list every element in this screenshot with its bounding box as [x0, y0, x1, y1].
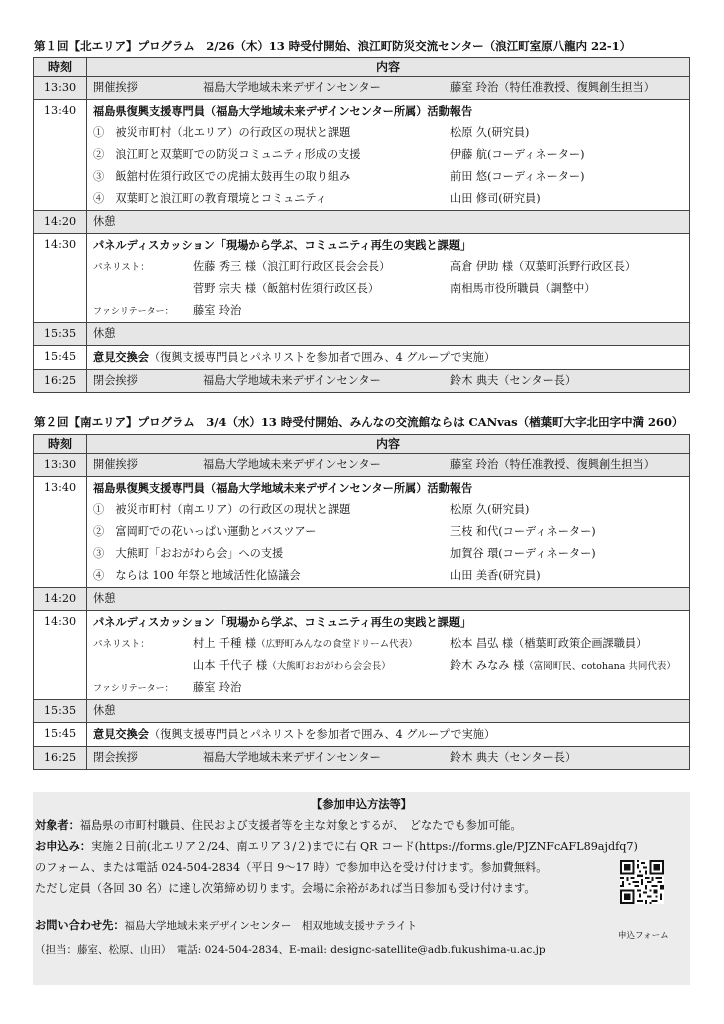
panelist: 松本 昌弘 様（楢葉町政策企画課職員） [450, 637, 648, 650]
report-person: 松原 久(研究員) [450, 503, 530, 516]
report-item: ③ 飯舘村佐須行政区での虎捕太鼓再生の取り組み [93, 170, 351, 183]
time-cell: 15:45 [34, 346, 87, 370]
facilitator: 藤室 玲治 [193, 681, 242, 694]
row-label: 閉会挨拶 [93, 751, 138, 764]
report-item: ① 被災市町村（南エリア）の行政区の現状と課題 [93, 503, 351, 516]
report-person: 伊藤 航(コーディネーター) [450, 148, 585, 161]
facilitator: 藤室 玲治 [193, 304, 242, 317]
time-cell: 13:30 [34, 454, 87, 477]
panelist: 菅野 宗夫 様（飯舘村佐須行政区長） [193, 282, 380, 295]
contact-text: 福島大学地域未来デザインセンター 相双地域支援サテライト [124, 920, 418, 932]
break-label: 休憩 [87, 588, 690, 611]
table-row [34, 611, 690, 700]
panelist-org: （広野町みんなの食堂ドリーム代表） [256, 639, 418, 650]
row-label: 閉会挨拶 [93, 374, 138, 387]
person-name: 藤室 玲治（特任准教授、復興創生担当） [450, 81, 655, 94]
panelist-label: パネリスト： [93, 262, 150, 273]
break-label: 休憩 [87, 700, 690, 723]
table-row [34, 77, 690, 100]
facilitator-label: ファシリテーター： [93, 684, 174, 694]
apply-text: のフォーム、または電話 024-504-2834（平日 9～17 時）で参加申込を受け付けます。参加費無料。 [35, 861, 548, 874]
break-label: 休憩 [87, 323, 690, 346]
panelist-name: 山本 千代子 様 [193, 659, 268, 672]
panelist-org: （富岡町民、cotohana 共同代表） [524, 661, 676, 672]
report-title: 福島県復興支援専門員（福島大学地域未来デザインセンター所属）活動報告 [93, 104, 473, 118]
table-row [34, 700, 690, 723]
report-title: 福島県復興支援専門員（福島大学地域未来デザインセンター所属）活動報告 [93, 481, 473, 495]
time-cell: 13:40 [34, 100, 87, 211]
report-item: ④ 双葉町と浪江町の教育環境とコミュニティ [93, 192, 327, 205]
info-heading: 【参加申込方法等】 [311, 797, 412, 811]
report-item: ② 富岡町での花いっぱい運動とバスツアー [93, 525, 317, 538]
table-row [34, 211, 690, 234]
report-item: ③ 大熊町「おおがわら会」への支援 [93, 547, 284, 560]
time-cell: 14:20 [34, 588, 87, 611]
exchange-text: （復興支援専門員とパネリストを参加者で囲み、4 グループで実施） [148, 728, 496, 741]
time-cell: 14:20 [34, 211, 87, 234]
time-cell: 16:25 [34, 370, 87, 393]
panelist-org: （大熊町おおがわら会会長） [267, 661, 391, 672]
break-label: 休憩 [87, 211, 690, 234]
time-cell: 16:25 [34, 747, 87, 770]
facilitator-label: ファシリテーター： [93, 307, 174, 317]
time-cell: 15:45 [34, 723, 87, 747]
table-row [34, 346, 690, 370]
org-name: 福島大学地域未来デザインセンター [203, 81, 381, 94]
table-row [34, 370, 690, 393]
target-text: 福島県の市町村職員、住民および支援者等を主な対象とするが、 どなたでも参加可能。 [79, 819, 522, 832]
org-name: 福島大学地域未来デザインセンター [203, 374, 381, 387]
time-cell: 14:30 [34, 611, 87, 700]
application-info-box [33, 792, 690, 985]
panelist: 佐藤 秀三 様（浪江町行政区長会会長） [193, 260, 391, 273]
contact-label: お問い合わせ先： [35, 918, 125, 932]
report-item: ② 浪江町と双葉町での防災コミュニティ形成の支援 [93, 148, 361, 161]
session2-title: 第２回【南エリア】プログラム 3/4（水）13 時受付開始、みんなの交流館ならは CANvas（楢葉町大字北田字中満 260） [34, 415, 684, 429]
header-time: 時刻 [34, 435, 87, 454]
time-cell: 13:30 [34, 77, 87, 100]
contact-text: （担当：藤室、松原、山田） 電話: 024-504-2834、E-mail: designc-satellite@adb.fukushima-u.ac.jp [35, 944, 546, 956]
header-time: 時刻 [34, 58, 87, 77]
row-label: 開催挨拶 [93, 458, 138, 471]
person-name: 鈴木 典夫（センター長） [450, 751, 577, 764]
panelist: 南相馬市役所職員（調整中） [450, 282, 596, 295]
table-row [34, 588, 690, 611]
table-row [34, 723, 690, 747]
table-row [34, 747, 690, 770]
panel-title: パネルディスカッション「現場から学ぶ、コミュニティ再生の実践と課題」 [93, 238, 472, 252]
table-row [34, 234, 690, 323]
session1-title: 第１回【北エリア】プログラム 2/26（木）13 時受付開始、浪江町防災交流センター（浪江町室原八龍内 22-1） [34, 39, 632, 53]
apply-text: 実施２日前(北エリア２/24、南エリア３/２)までに右 QR コード(https://forms.gle/PJZNFcAFL89ajdfq7) [90, 840, 638, 853]
exchange-label: 意見交換会 [93, 727, 149, 741]
apply-label: お申込み： [35, 839, 91, 853]
exchange-text: （復興支援専門員とパネリストを参加者で囲み、4 グループで実施） [148, 351, 496, 364]
qr-label: 申込フォーム [618, 931, 669, 941]
row-label: 開催挨拶 [93, 81, 138, 94]
report-item: ④ ならは 100 年祭と地域活性化協議会 [93, 569, 301, 582]
target-label: 対象者： [35, 818, 80, 832]
org-name: 福島大学地域未来デザインセンター [203, 751, 381, 764]
report-person: 山田 美香(研究員) [450, 569, 541, 582]
table-row [34, 323, 690, 346]
org-name: 福島大学地域未来デザインセンター [203, 458, 381, 471]
person-name: 鈴木 典夫（センター長） [450, 374, 577, 387]
table-row [34, 477, 690, 588]
header-content: 内容 [87, 435, 690, 454]
person-name: 藤室 玲治（特任准教授、復興創生担当） [450, 458, 655, 471]
panelist: 高倉 伊助 様（双葉町浜野行政区長） [450, 260, 637, 273]
report-person: 三枝 和代(コーディネーター) [450, 525, 596, 538]
report-item: ① 被災市町村（北エリア）の行政区の現状と課題 [93, 126, 351, 139]
apply-text: ただし定員（各回 30 名）に達し次第締め切ります。会場に余裕があれば当日参加も受け付けます。 [35, 882, 536, 895]
time-cell: 13:40 [34, 477, 87, 588]
panelist-name: 村上 千種 様 [193, 637, 257, 650]
time-cell: 14:30 [34, 234, 87, 323]
header-content: 内容 [87, 58, 690, 77]
time-cell: 15:35 [34, 323, 87, 346]
report-person: 前田 悠(コーディネーター) [450, 170, 585, 183]
report-person: 山田 修司(研究員) [450, 192, 541, 205]
panelist-label: パネリスト： [93, 639, 150, 650]
qr-code-icon[interactable] [620, 860, 664, 904]
exchange-label: 意見交換会 [93, 350, 149, 364]
panelist-name: 鈴木 みなみ 様 [450, 659, 525, 672]
session1-schedule-table [33, 57, 690, 393]
report-person: 松原 久(研究員) [450, 126, 530, 139]
panel-title: パネルディスカッション「現場から学ぶ、コミュニティ再生の実践と課題」 [93, 615, 472, 629]
time-cell: 15:35 [34, 700, 87, 723]
table-row [34, 100, 690, 211]
session2-schedule-table [33, 434, 690, 770]
table-row [34, 454, 690, 477]
report-person: 加賀谷 環(コーディネーター) [450, 547, 596, 560]
